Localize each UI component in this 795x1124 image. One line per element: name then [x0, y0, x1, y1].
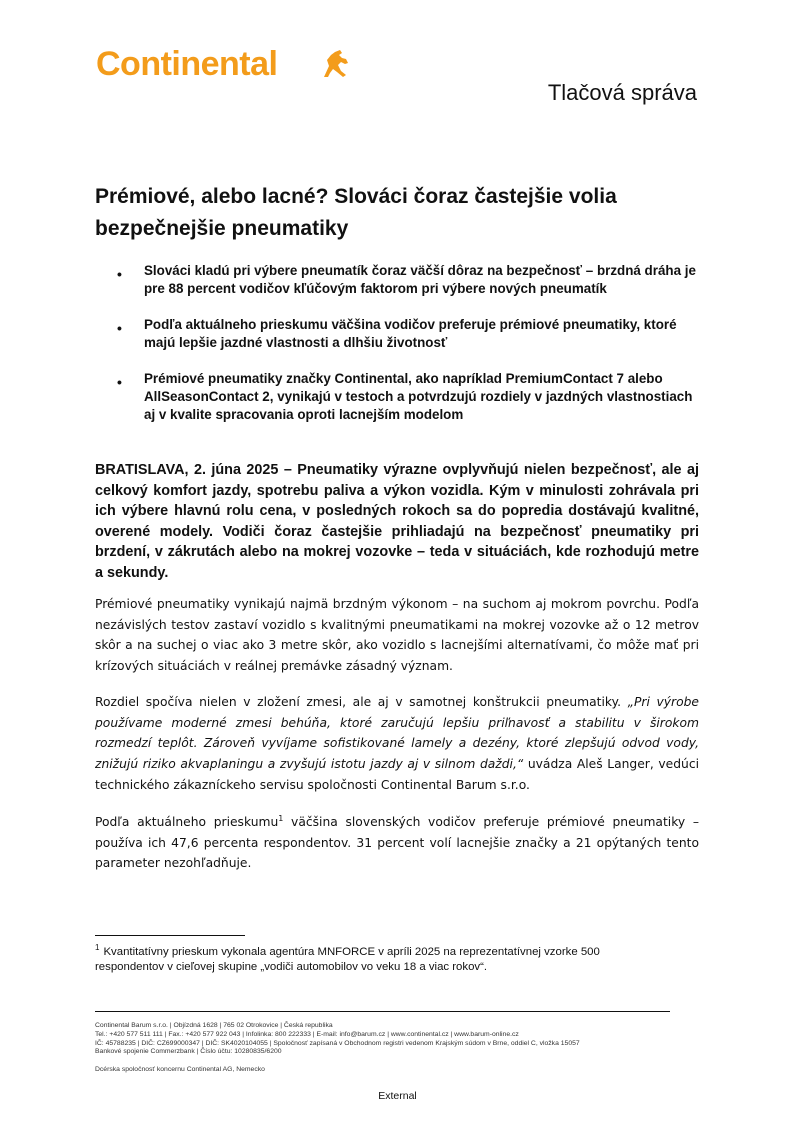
- continental-logo: [96, 47, 356, 77]
- footnote-separator: [95, 935, 245, 936]
- horse-icon: [320, 49, 350, 77]
- paragraph-intro: Rozdiel spočíva nielen v zložení zmesi, ale aj v samotnej konštrukcii pneumatiky.: [95, 695, 628, 709]
- highlight-text: Prémiové pneumatiky značky Continental, ako napríklad PremiumContact 7 alebo AllSeasonContact 2, vynikajú v testoch a potvrdzujú rozdiely v jazdných vlastnostiach aj v kvalite spracovania oproti lacnejším modelom: [144, 371, 693, 422]
- footnote-text: Kvantitatívny prieskum vykonala agentúra MNFORCE v apríli 2025 na reprezentatívnej vzorke 500 respondentov v cieľovej skupine „vodiči automobilov vo veku 18 a viac rokov“.: [95, 945, 600, 974]
- highlight-text: Podľa aktuálneho prieskumu väčšina vodičov preferuje prémiové pneumatiky, ktoré majú lepšie jazdné vlastnosti a dlhšiu životnosť: [144, 317, 677, 350]
- quote-text: „Pri výrobe používame moderné zmesi behúňa, ktoré zaručujú lepšiu priľnavosť a stabilitu v širokom rozmedzí teplôt. Zároveň vyvíjame sofistikované lamely a dezény, ktoré zlepšujú odvod vody, znižujú riziko akvaplaningu a zvyšujú istotu jazdy aj v silnom daždi,“: [95, 695, 699, 772]
- highlights-list: [95, 262, 700, 442]
- footer-address-line: Continental Barum s.r.o. | Objízdná 1628 | 765 02 Otrokovice | Česká republika: [95, 1022, 333, 1029]
- footer-registration-line: IČ: 45788235 | DIČ: CZ699000347 | DIČ: SK4020104055 | Spoločnosť zapísaná v Obchodnom registri vedenom Krajským súdom v Brne, oddiel C, vložka 15057: [95, 1039, 580, 1047]
- footnote-mark: 1: [95, 943, 100, 952]
- document-type-label: Tlačová správa: [547, 80, 697, 105]
- bullet-icon: •: [117, 374, 122, 390]
- bullet-icon: •: [117, 320, 122, 336]
- body-paragraph-3: [95, 812, 699, 874]
- footnote: [95, 940, 655, 976]
- bullet-icon: •: [117, 266, 122, 282]
- logo-wordmark: Continental: [96, 47, 278, 77]
- footer-bank-line: Bankové spojenie Commerzbank | Číslo účtu: 10280835/6200: [95, 1048, 282, 1056]
- highlight-item: [95, 370, 700, 424]
- paragraph-text-start: Podľa aktuálneho prieskumu: [95, 815, 279, 829]
- footer-separator: [95, 1011, 670, 1012]
- footer-contact-line: Tel.: +420 577 511 111 | Fax.: +420 577 922 043 | Infolinka: 800 222333 | E-mail: info@barum.cz | www.continental.cz | www.barum-online.cz: [95, 1030, 519, 1038]
- lead-paragraph: BRATISLAVA, 2. júna 2025 – Pneumatiky výrazne ovplyvňujú nielen bezpečnosť, ale aj celkový komfort jazdy, spotrebu paliva a výkon vozidla. Kým v minulosti zohrávala pri ich výbere hlavnú rolu cena, v posledných rokoch sa do popredia dostávajú kvalitné, overené modely. Vodiči čoraz častejšie prihliadajú na bezpečnosť pneumatiky pri brzdení, v zákrutách alebo na mokrej vozovke – teda v situáciách, kde rozhodujú metre a sekundy.: [95, 462, 699, 581]
- footnote-reference: 1: [278, 813, 284, 823]
- highlight-item: [95, 262, 700, 298]
- highlight-text: Slováci kladú pri výbere pneumatík čoraz väčší dôraz na bezpečnosť – brzdná dráha je pre 88 percent vodičov kľúčovým faktorom pri výbere nových pneumatík: [144, 263, 696, 296]
- highlight-item: [95, 316, 700, 352]
- paragraph-text-end: väčšina slovenských vodičov preferuje prémiové pneumatiky – používa ich 47,6 percenta respondentov. 31 percent volí lacnejšie značky a 21 opýtaných tento parameter nezohľadňuje.: [95, 815, 699, 871]
- classification-label: External: [378, 1090, 417, 1102]
- page-title: Prémiové, alebo lacné? Slováci čoraz častejšie volia bezpečnejšie pneumatiky: [95, 185, 617, 240]
- company-footer: [95, 1022, 695, 1075]
- body-paragraph-1: Prémiové pneumatiky vynikajú najmä brzdným výkonom – na suchom aj mokrom povrchu. Podľa nezávislých testov zastaví vozidlo s kvalitnými pneumatikami na mokrej vozovke až o 12 metrov skôr a na suchej o viac ako 3 metre skôr, ako vozidlo s lacnejšími alternatívami, čo môže mať pri krízových situáciách v reálnej premávke zásadný význam.: [95, 597, 699, 674]
- quote-attribution: uvádza Aleš Langer, vedúci technického zákazníckeho servisu spoločnosti Continental Barum s.r.o.: [95, 757, 699, 792]
- footer-subsidiary-line: Dcérska spoločnosť koncernu Continental AG, Nemecko: [95, 1066, 265, 1074]
- body-paragraph-2: [95, 692, 699, 796]
